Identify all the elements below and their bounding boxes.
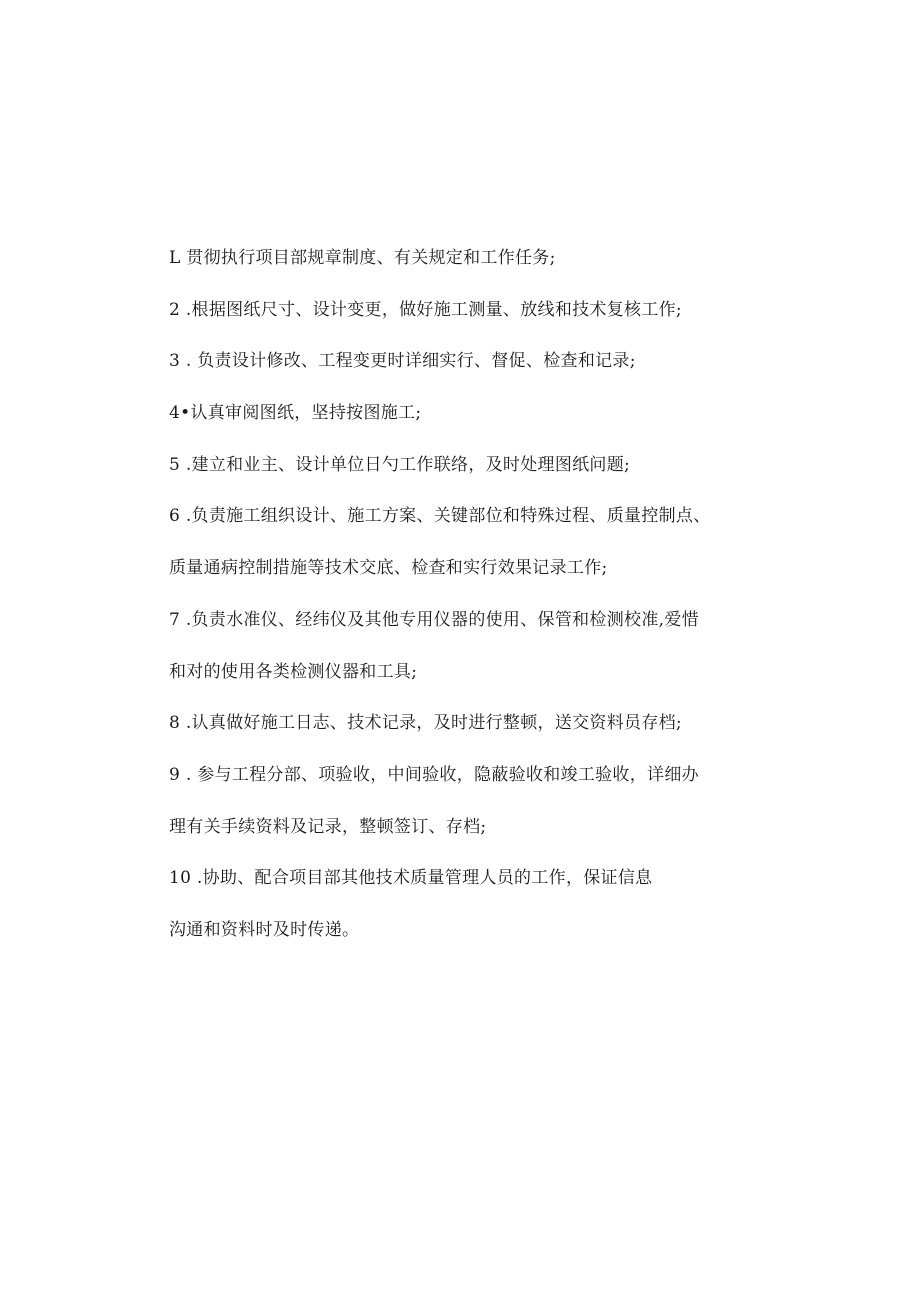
text-line: 2 .根据图纸尺寸、设计变更，做好施工测量、放线和技术复核工作; [169, 299, 682, 320]
text-line: 3 . 负责设计修改、工程变更时详细实行、督促、检查和记录; [169, 351, 636, 372]
text-line: 8 .认真做好施工日志、技术记录，及时进行整顿，送交资料员存档; [169, 713, 682, 734]
text-line: 5 .建立和业主、设计单位日勺工作联络，及时处理图纸问题; [169, 454, 631, 475]
text-line: 沟通和资料时及时传递。 [169, 919, 360, 940]
text-line: 9 . 参与工程分部、项验收，中间验收，隐蔽验收和竣工验收，详细办 [169, 764, 699, 785]
text-line: 6 .负责施工组织设计、施工方案、关键部位和特殊过程、质量控制点、 [169, 506, 711, 527]
text-line: 7 .负责水准仪、经纬仪及其他专用仪器的使用、保管和检测校准,爱惜 [169, 609, 699, 630]
document-body [169, 243, 809, 955]
text-line: 4•认真审阅图纸，坚持按图施工; [169, 403, 422, 424]
text-line: 10 .协助、配合项目部其他技术质量管理人员的工作，保证信息 [169, 868, 653, 889]
text-line: L 贯彻执行项目部规章制度、有关规定和工作任务; [169, 248, 556, 268]
text-line: 理有关手续资料及记录，整顿签订、存档; [169, 816, 487, 837]
text-line: 质量通病控制措施等技术交底、检查和实行效果记录工作; [169, 558, 608, 579]
text-line: 和对的使用各类检测仪器和工具; [169, 661, 418, 682]
